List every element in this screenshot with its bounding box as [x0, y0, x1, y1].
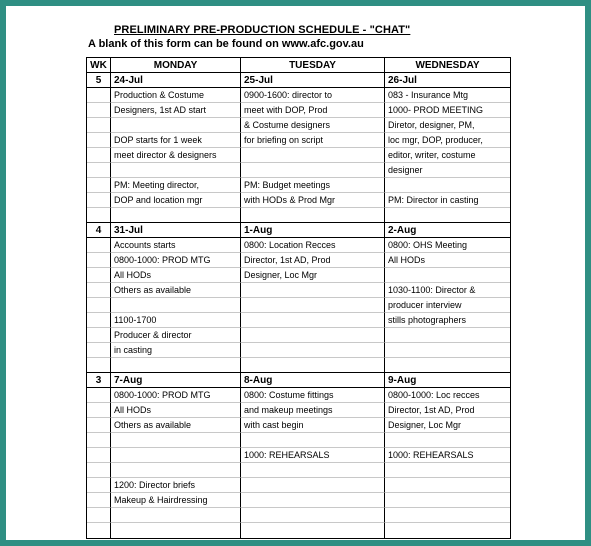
wk-cell: [87, 148, 111, 163]
cell-wednesday: [385, 508, 510, 523]
cell-wednesday: stills photographers: [385, 313, 510, 328]
cell-monday: [111, 163, 241, 178]
cell-tuesday: 1000: REHEARSALS: [241, 448, 385, 463]
wk-cell: [87, 523, 111, 538]
table-row: [87, 433, 510, 448]
wk-cell: [87, 298, 111, 313]
table-row: [87, 508, 510, 523]
cell-wednesday: All HODs: [385, 253, 510, 268]
cell-monday: Designers, 1st AD start: [111, 103, 241, 118]
table-row: [87, 88, 510, 103]
cell-tuesday: [241, 358, 385, 373]
table-row: [87, 328, 510, 343]
cell-wednesday: designer: [385, 163, 510, 178]
week-date-row: [87, 223, 510, 238]
cell-tuesday: 0800: Location Recces: [241, 238, 385, 253]
cell-monday: [111, 298, 241, 313]
cell-tuesday: [241, 478, 385, 493]
wk-cell: [87, 343, 111, 358]
cell-wednesday: [385, 478, 510, 493]
cell-monday: Others as available: [111, 283, 241, 298]
wk-cell: [87, 433, 111, 448]
cell-wednesday: [385, 178, 510, 193]
wk-cell: [87, 478, 111, 493]
cell-tuesday: [241, 433, 385, 448]
week-number: 5: [87, 73, 111, 88]
cell-tuesday: meet with DOP, Prod: [241, 103, 385, 118]
cell-monday: Others as available: [111, 418, 241, 433]
wk-cell: [87, 508, 111, 523]
date-tuesday: 1-Aug: [241, 223, 385, 238]
cell-monday: All HODs: [111, 268, 241, 283]
wk-cell: [87, 418, 111, 433]
cell-tuesday: [241, 328, 385, 343]
wk-cell: [87, 208, 111, 223]
table-row: [87, 358, 510, 373]
table-row: [87, 238, 510, 253]
table-row: [87, 418, 510, 433]
cell-wednesday: 0800: OHS Meeting: [385, 238, 510, 253]
header-tuesday: TUESDAY: [241, 58, 385, 73]
cell-monday: [111, 208, 241, 223]
cell-monday: Producer & director: [111, 328, 241, 343]
table-row: [87, 313, 510, 328]
cell-monday: [111, 523, 241, 538]
cell-wednesday: [385, 328, 510, 343]
cell-wednesday: 1030-1100: Director &: [385, 283, 510, 298]
wk-cell: [87, 463, 111, 478]
cell-wednesday: [385, 268, 510, 283]
cell-tuesday: [241, 508, 385, 523]
cell-monday: 1200: Director briefs: [111, 478, 241, 493]
table-row: [87, 253, 510, 268]
cell-tuesday: [241, 298, 385, 313]
cell-wednesday: [385, 358, 510, 373]
cell-wednesday: producer interview: [385, 298, 510, 313]
table-header-row: [87, 58, 510, 73]
table-row: [87, 388, 510, 403]
cell-wednesday: Designer, Loc Mgr: [385, 418, 510, 433]
cell-monday: 1100-1700: [111, 313, 241, 328]
table-row: [87, 298, 510, 313]
table-row: [87, 493, 510, 508]
date-wednesday: 2-Aug: [385, 223, 510, 238]
wk-cell: [87, 103, 111, 118]
table-row: [87, 523, 510, 538]
table-row: [87, 283, 510, 298]
cell-wednesday: [385, 208, 510, 223]
cell-tuesday: [241, 313, 385, 328]
cell-monday: [111, 118, 241, 133]
cell-tuesday: & Costume designers: [241, 118, 385, 133]
cell-monday: 0800-1000: PROD MTG: [111, 388, 241, 403]
header-monday: MONDAY: [111, 58, 241, 73]
cell-monday: [111, 358, 241, 373]
cell-tuesday: [241, 148, 385, 163]
cell-tuesday: with HODs & Prod Mgr: [241, 193, 385, 208]
wk-cell: [87, 403, 111, 418]
cell-monday: PM: Meeting director,: [111, 178, 241, 193]
cell-wednesday: 1000- PROD MEETING: [385, 103, 510, 118]
cell-tuesday: [241, 463, 385, 478]
wk-cell: [87, 493, 111, 508]
cell-wednesday: PM: Director in casting: [385, 193, 510, 208]
header-wk: WK: [87, 58, 111, 73]
cell-tuesday: with cast begin: [241, 418, 385, 433]
cell-tuesday: [241, 283, 385, 298]
table-row: [87, 103, 510, 118]
cell-wednesday: Director, 1st AD, Prod: [385, 403, 510, 418]
table-row: [87, 133, 510, 148]
page-subtitle: A blank of this form can be found on www.afc.gov.au: [88, 38, 364, 50]
date-monday: 31-Jul: [111, 223, 241, 238]
date-monday: 7-Aug: [111, 373, 241, 388]
wk-cell: [87, 88, 111, 103]
cell-wednesday: [385, 343, 510, 358]
table-row: [87, 403, 510, 418]
date-tuesday: 8-Aug: [241, 373, 385, 388]
date-wednesday: 26-Jul: [385, 73, 510, 88]
wk-cell: [87, 283, 111, 298]
cell-tuesday: 0900-1600: director to: [241, 88, 385, 103]
wk-cell: [87, 388, 111, 403]
date-wednesday: 9-Aug: [385, 373, 510, 388]
cell-monday: Accounts starts: [111, 238, 241, 253]
cell-monday: meet director & designers: [111, 148, 241, 163]
cell-monday: Makeup & Hairdressing: [111, 493, 241, 508]
wk-cell: [87, 238, 111, 253]
schedule-table: [86, 57, 511, 539]
wk-cell: [87, 358, 111, 373]
table-row: [87, 268, 510, 283]
week-number: 4: [87, 223, 111, 238]
cell-wednesday: 083 - Insurance Mtg: [385, 88, 510, 103]
cell-tuesday: Designer, Loc Mgr: [241, 268, 385, 283]
cell-monday: DOP starts for 1 week: [111, 133, 241, 148]
cell-wednesday: 1000: REHEARSALS: [385, 448, 510, 463]
cell-tuesday: [241, 208, 385, 223]
cell-wednesday: [385, 463, 510, 478]
table-row: [87, 208, 510, 223]
page-title: PRELIMINARY PRE-PRODUCTION SCHEDULE - "CHAT": [114, 24, 411, 36]
cell-tuesday: Director, 1st AD, Prod: [241, 253, 385, 268]
date-tuesday: 25-Jul: [241, 73, 385, 88]
cell-wednesday: [385, 523, 510, 538]
cell-wednesday: loc mgr, DOP, producer,: [385, 133, 510, 148]
table-row: [87, 178, 510, 193]
week-date-row: [87, 373, 510, 388]
header-wednesday: WEDNESDAY: [385, 58, 510, 73]
cell-monday: All HODs: [111, 403, 241, 418]
cell-monday: [111, 463, 241, 478]
wk-cell: [87, 448, 111, 463]
cell-wednesday: 0800-1000: Loc recces: [385, 388, 510, 403]
cell-wednesday: editor, writer, costume: [385, 148, 510, 163]
cell-monday: [111, 508, 241, 523]
cell-monday: [111, 433, 241, 448]
table-row: [87, 343, 510, 358]
cell-monday: Production & Costume: [111, 88, 241, 103]
wk-cell: [87, 118, 111, 133]
cell-tuesday: [241, 343, 385, 358]
wk-cell: [87, 268, 111, 283]
date-monday: 24-Jul: [111, 73, 241, 88]
cell-monday: [111, 448, 241, 463]
cell-wednesday: [385, 433, 510, 448]
cell-monday: DOP and location mgr: [111, 193, 241, 208]
week-number: 3: [87, 373, 111, 388]
table-row: [87, 463, 510, 478]
wk-cell: [87, 193, 111, 208]
cell-tuesday: PM: Budget meetings: [241, 178, 385, 193]
wk-cell: [87, 178, 111, 193]
table-row: [87, 193, 510, 208]
cell-monday: in casting: [111, 343, 241, 358]
table-row: [87, 148, 510, 163]
wk-cell: [87, 328, 111, 343]
wk-cell: [87, 133, 111, 148]
cell-tuesday: [241, 493, 385, 508]
table-row: [87, 448, 510, 463]
wk-cell: [87, 253, 111, 268]
table-row: [87, 163, 510, 178]
cell-wednesday: Diretor, designer, PM,: [385, 118, 510, 133]
cell-monday: 0800-1000: PROD MTG: [111, 253, 241, 268]
cell-tuesday: [241, 163, 385, 178]
cell-tuesday: and makeup meetings: [241, 403, 385, 418]
wk-cell: [87, 163, 111, 178]
cell-wednesday: [385, 493, 510, 508]
table-row: [87, 118, 510, 133]
cell-tuesday: 0800: Costume fittings: [241, 388, 385, 403]
wk-cell: [87, 313, 111, 328]
cell-tuesday: for briefing on script: [241, 133, 385, 148]
week-date-row: [87, 73, 510, 88]
table-row: [87, 478, 510, 493]
cell-tuesday: [241, 523, 385, 538]
